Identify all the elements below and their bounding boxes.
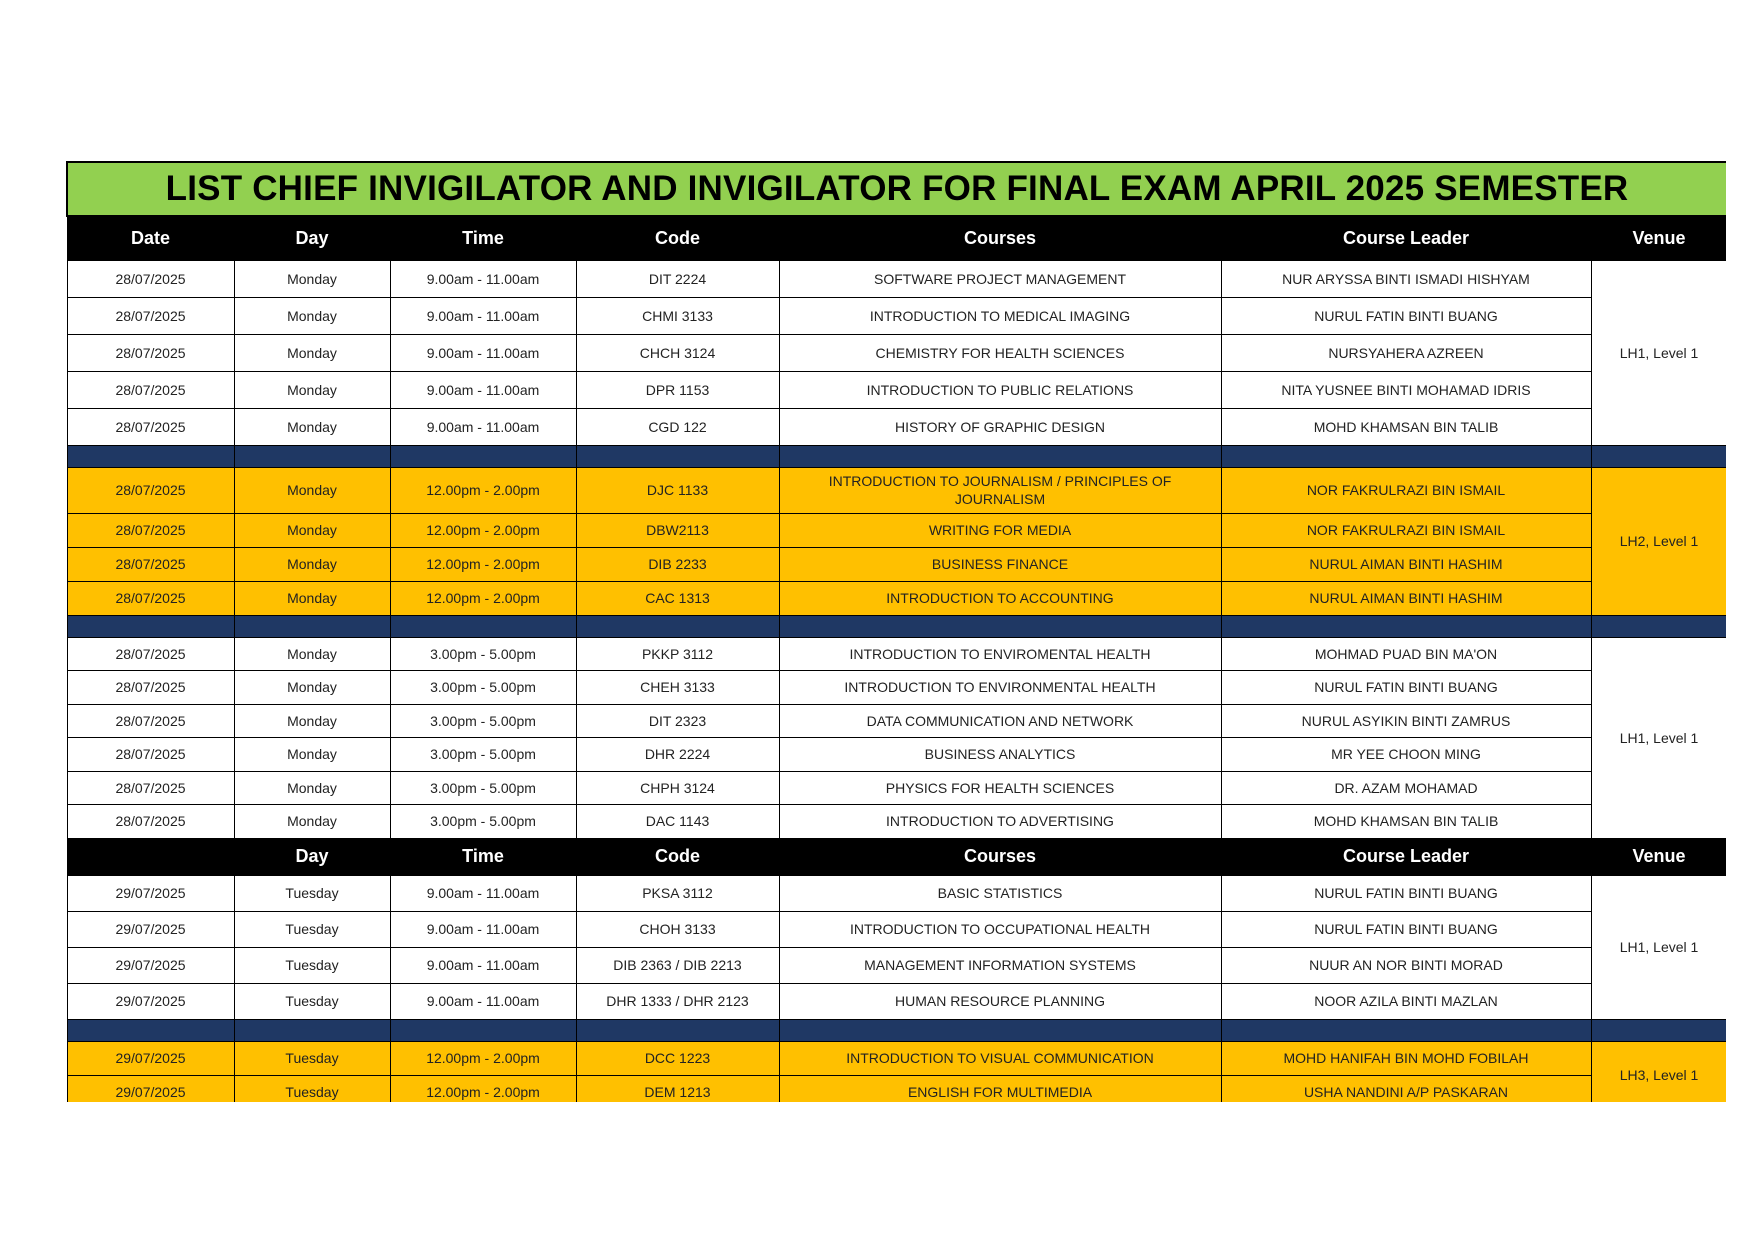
cell-course: INTRODUCTION TO VISUAL COMMUNICATION <box>779 1041 1221 1075</box>
header-courses: Courses <box>779 838 1221 875</box>
table-row <box>67 947 1726 983</box>
cell-venue: LH1, Level 1 <box>1591 875 1726 1019</box>
table-row <box>67 581 1726 615</box>
cell-time: 9.00am - 11.00am <box>390 983 576 1019</box>
cell-day: Monday <box>234 408 390 445</box>
cell-day: Monday <box>234 260 390 297</box>
cell-venue: LH3, Level 1 <box>1591 1041 1726 1102</box>
cell-leader: NUUR AN NOR BINTI MORAD <box>1221 947 1591 983</box>
cell-code: PKKP 3112 <box>576 637 779 671</box>
cell-course: HUMAN RESOURCE PLANNING <box>779 983 1221 1019</box>
separator-cell <box>1591 1019 1726 1041</box>
cell-date: 28/07/2025 <box>67 371 234 408</box>
table-row <box>67 911 1726 947</box>
cell-leader: NURUL AIMAN BINTI HASHIM <box>1221 581 1591 615</box>
cell-date: 28/07/2025 <box>67 581 234 615</box>
cell-time: 3.00pm - 5.00pm <box>390 704 576 738</box>
cell-date: 29/07/2025 <box>67 947 234 983</box>
cell-code: DIT 2323 <box>576 704 779 738</box>
separator-cell <box>234 1019 390 1041</box>
cell-day: Monday <box>234 513 390 547</box>
cell-leader: NURUL FATIN BINTI BUANG <box>1221 297 1591 334</box>
cell-leader: MOHD KHAMSAN BIN TALIB <box>1221 805 1591 839</box>
table-row <box>67 637 1726 671</box>
cell-code: DEM 1213 <box>576 1075 779 1102</box>
cell-day: Monday <box>234 704 390 738</box>
cell-day: Tuesday <box>234 875 390 911</box>
cell-day: Monday <box>234 805 390 839</box>
cell-date: 28/07/2025 <box>67 771 234 805</box>
cell-leader: DR. AZAM MOHAMAD <box>1221 771 1591 805</box>
cell-course: ENGLISH FOR MULTIMEDIA <box>779 1075 1221 1102</box>
cell-date: 29/07/2025 <box>67 1075 234 1102</box>
cell-time: 9.00am - 11.00am <box>390 260 576 297</box>
cell-time: 9.00am - 11.00am <box>390 297 576 334</box>
separator-cell <box>67 615 234 637</box>
cell-time: 12.00pm - 2.00pm <box>390 1075 576 1102</box>
cell-day: Tuesday <box>234 947 390 983</box>
header-leader: Course Leader <box>1221 838 1591 875</box>
cell-course: INTRODUCTION TO PUBLIC RELATIONS <box>779 371 1221 408</box>
header-row <box>67 216 1726 260</box>
cell-day: Monday <box>234 738 390 772</box>
cell-leader: NITA YUSNEE BINTI MOHAMAD IDRIS <box>1221 371 1591 408</box>
cell-course: MANAGEMENT INFORMATION SYSTEMS <box>779 947 1221 983</box>
cell-venue: LH2, Level 1 <box>1591 467 1726 615</box>
separator-cell <box>779 1019 1221 1041</box>
header-code: Code <box>576 216 779 260</box>
exam-schedule-sheet <box>66 161 1726 1102</box>
header-time: Time <box>390 216 576 260</box>
cell-time: 3.00pm - 5.00pm <box>390 637 576 671</box>
cell-course: BASIC STATISTICS <box>779 875 1221 911</box>
separator-cell <box>390 615 576 637</box>
cell-course: INTRODUCTION TO JOURNALISM / PRINCIPLES OF JOURNALISM <box>779 467 1221 513</box>
cell-code: CAC 1313 <box>576 581 779 615</box>
separator-cell <box>576 1019 779 1041</box>
cell-day: Monday <box>234 371 390 408</box>
header-leader: Course Leader <box>1221 216 1591 260</box>
separator-cell <box>1591 615 1726 637</box>
cell-course: PHYSICS FOR HEALTH SCIENCES <box>779 771 1221 805</box>
cell-time: 12.00pm - 2.00pm <box>390 581 576 615</box>
table-row <box>67 738 1726 772</box>
cell-time: 12.00pm - 2.00pm <box>390 513 576 547</box>
cell-leader: NURUL FATIN BINTI BUANG <box>1221 671 1591 705</box>
cell-leader: MOHD KHAMSAN BIN TALIB <box>1221 408 1591 445</box>
cell-leader: NURUL ASYIKIN BINTI ZAMRUS <box>1221 704 1591 738</box>
cell-time: 9.00am - 11.00am <box>390 947 576 983</box>
cell-date: 29/07/2025 <box>67 983 234 1019</box>
cell-date: 28/07/2025 <box>67 738 234 772</box>
separator-cell <box>390 1019 576 1041</box>
header-day: Day <box>234 216 390 260</box>
cell-course: WRITING FOR MEDIA <box>779 513 1221 547</box>
cell-course: INTRODUCTION TO ACCOUNTING <box>779 581 1221 615</box>
cell-course: INTRODUCTION TO ENVIROMENTAL HEALTH <box>779 637 1221 671</box>
separator-cell <box>67 445 234 467</box>
cell-course: DATA COMMUNICATION AND NETWORK <box>779 704 1221 738</box>
cell-course: BUSINESS ANALYTICS <box>779 738 1221 772</box>
cell-leader: USHA NANDINI A/P PASKARAN <box>1221 1075 1591 1102</box>
cell-code: CHEH 3133 <box>576 671 779 705</box>
cell-code: DHR 1333 / DHR 2123 <box>576 983 779 1019</box>
cell-date: 28/07/2025 <box>67 467 234 513</box>
cell-day: Monday <box>234 297 390 334</box>
cell-code: PKSA 3112 <box>576 875 779 911</box>
cell-leader: NURSYAHERA AZREEN <box>1221 334 1591 371</box>
cell-day: Monday <box>234 771 390 805</box>
separator-row <box>67 445 1726 467</box>
cell-date: 28/07/2025 <box>67 547 234 581</box>
header-courses: Courses <box>779 216 1221 260</box>
table-row <box>67 334 1726 371</box>
cell-code: DJC 1133 <box>576 467 779 513</box>
table-row <box>67 1041 1726 1075</box>
table-row <box>67 704 1726 738</box>
cell-venue: LH1, Level 1 <box>1591 260 1726 445</box>
separator-cell <box>779 445 1221 467</box>
separator-cell <box>1221 615 1591 637</box>
page-title: LIST CHIEF INVIGILATOR AND INVIGILATOR FOR FINAL EXAM APRIL 2025 SEMESTER <box>67 162 1726 216</box>
cell-date: 28/07/2025 <box>67 260 234 297</box>
cell-code: DIB 2233 <box>576 547 779 581</box>
cell-date: 28/07/2025 <box>67 805 234 839</box>
cell-day: Monday <box>234 581 390 615</box>
cell-leader: MOHD HANIFAH BIN MOHD FOBILAH <box>1221 1041 1591 1075</box>
cell-time: 9.00am - 11.00am <box>390 911 576 947</box>
cell-course: INTRODUCTION TO OCCUPATIONAL HEALTH <box>779 911 1221 947</box>
title-row <box>67 162 1726 216</box>
separator-cell <box>234 445 390 467</box>
separator-cell <box>1221 445 1591 467</box>
cell-code: DBW2113 <box>576 513 779 547</box>
cell-course: INTRODUCTION TO MEDICAL IMAGING <box>779 297 1221 334</box>
cell-leader: NURUL AIMAN BINTI HASHIM <box>1221 547 1591 581</box>
cell-course: HISTORY OF GRAPHIC DESIGN <box>779 408 1221 445</box>
cell-code: DIB 2363 / DIB 2213 <box>576 947 779 983</box>
table-row <box>67 875 1726 911</box>
cell-day: Monday <box>234 547 390 581</box>
separator-cell <box>779 615 1221 637</box>
cell-code: DHR 2224 <box>576 738 779 772</box>
cell-time: 12.00pm - 2.00pm <box>390 467 576 513</box>
separator-row <box>67 1019 1726 1041</box>
cell-date: 29/07/2025 <box>67 911 234 947</box>
separator-cell <box>1221 1019 1591 1041</box>
header-day: Day <box>234 838 390 875</box>
cell-day: Monday <box>234 467 390 513</box>
table-row <box>67 513 1726 547</box>
cell-leader: MOHMAD PUAD BIN MA'ON <box>1221 637 1591 671</box>
cell-time: 3.00pm - 5.00pm <box>390 738 576 772</box>
separator-cell <box>576 615 779 637</box>
cell-leader: NUR ARYSSA BINTI ISMADI HISHYAM <box>1221 260 1591 297</box>
separator-cell <box>234 615 390 637</box>
cell-time: 12.00pm - 2.00pm <box>390 1041 576 1075</box>
table-row <box>67 547 1726 581</box>
separator-cell <box>1591 445 1726 467</box>
cell-code: CGD 122 <box>576 408 779 445</box>
table-row <box>67 371 1726 408</box>
cell-leader: NURUL FATIN BINTI BUANG <box>1221 875 1591 911</box>
cell-leader: NOR FAKRULRAZI BIN ISMAIL <box>1221 513 1591 547</box>
table-row <box>67 805 1726 839</box>
cell-time: 9.00am - 11.00am <box>390 334 576 371</box>
cell-date: 29/07/2025 <box>67 1041 234 1075</box>
cell-venue: LH1, Level 1 <box>1591 637 1726 838</box>
cell-day: Monday <box>234 637 390 671</box>
cell-course: INTRODUCTION TO ADVERTISING <box>779 805 1221 839</box>
cell-day: Monday <box>234 671 390 705</box>
cell-code: CHMI 3133 <box>576 297 779 334</box>
cell-date: 28/07/2025 <box>67 334 234 371</box>
cell-time: 9.00am - 11.00am <box>390 875 576 911</box>
cell-leader: MR YEE CHOON MING <box>1221 738 1591 772</box>
cell-leader: NOOR AZILA BINTI MAZLAN <box>1221 983 1591 1019</box>
cell-time: 9.00am - 11.00am <box>390 371 576 408</box>
header-date: Date <box>67 216 234 260</box>
cell-day: Monday <box>234 334 390 371</box>
table-row <box>67 467 1726 513</box>
cell-code: DIT 2224 <box>576 260 779 297</box>
table-row <box>67 983 1726 1019</box>
cell-code: CHOH 3133 <box>576 911 779 947</box>
table-row <box>67 297 1726 334</box>
cell-date: 28/07/2025 <box>67 408 234 445</box>
header-venue: Venue <box>1591 216 1726 260</box>
header-row-repeat <box>67 838 1726 875</box>
cell-code: DAC 1143 <box>576 805 779 839</box>
cell-leader: NURUL FATIN BINTI BUANG <box>1221 911 1591 947</box>
cell-code: DPR 1153 <box>576 371 779 408</box>
cell-leader: NOR FAKRULRAZI BIN ISMAIL <box>1221 467 1591 513</box>
cell-time: 9.00am - 11.00am <box>390 408 576 445</box>
cell-code: CHPH 3124 <box>576 771 779 805</box>
cell-time: 12.00pm - 2.00pm <box>390 547 576 581</box>
header-time: Time <box>390 838 576 875</box>
cell-course: BUSINESS FINANCE <box>779 547 1221 581</box>
header-date <box>67 838 234 875</box>
header-venue: Venue <box>1591 838 1726 875</box>
cell-date: 28/07/2025 <box>67 704 234 738</box>
header-code: Code <box>576 838 779 875</box>
table-row <box>67 1075 1726 1102</box>
cell-date: 28/07/2025 <box>67 297 234 334</box>
exam-schedule-table <box>66 161 1726 1102</box>
cell-time: 3.00pm - 5.00pm <box>390 771 576 805</box>
table-row <box>67 671 1726 705</box>
cell-time: 3.00pm - 5.00pm <box>390 805 576 839</box>
cell-time: 3.00pm - 5.00pm <box>390 671 576 705</box>
cell-code: DCC 1223 <box>576 1041 779 1075</box>
table-row <box>67 408 1726 445</box>
cell-date: 28/07/2025 <box>67 513 234 547</box>
cell-date: 28/07/2025 <box>67 671 234 705</box>
table-row <box>67 260 1726 297</box>
cell-code: CHCH 3124 <box>576 334 779 371</box>
cell-course: CHEMISTRY FOR HEALTH SCIENCES <box>779 334 1221 371</box>
cell-day: Tuesday <box>234 1075 390 1102</box>
cell-course: INTRODUCTION TO ENVIRONMENTAL HEALTH <box>779 671 1221 705</box>
separator-cell <box>576 445 779 467</box>
separator-row <box>67 615 1726 637</box>
table-row <box>67 771 1726 805</box>
cell-day: Tuesday <box>234 983 390 1019</box>
cell-day: Tuesday <box>234 1041 390 1075</box>
cell-date: 28/07/2025 <box>67 637 234 671</box>
cell-day: Tuesday <box>234 911 390 947</box>
separator-cell <box>67 1019 234 1041</box>
separator-cell <box>390 445 576 467</box>
cell-date: 29/07/2025 <box>67 875 234 911</box>
cell-course: SOFTWARE PROJECT MANAGEMENT <box>779 260 1221 297</box>
